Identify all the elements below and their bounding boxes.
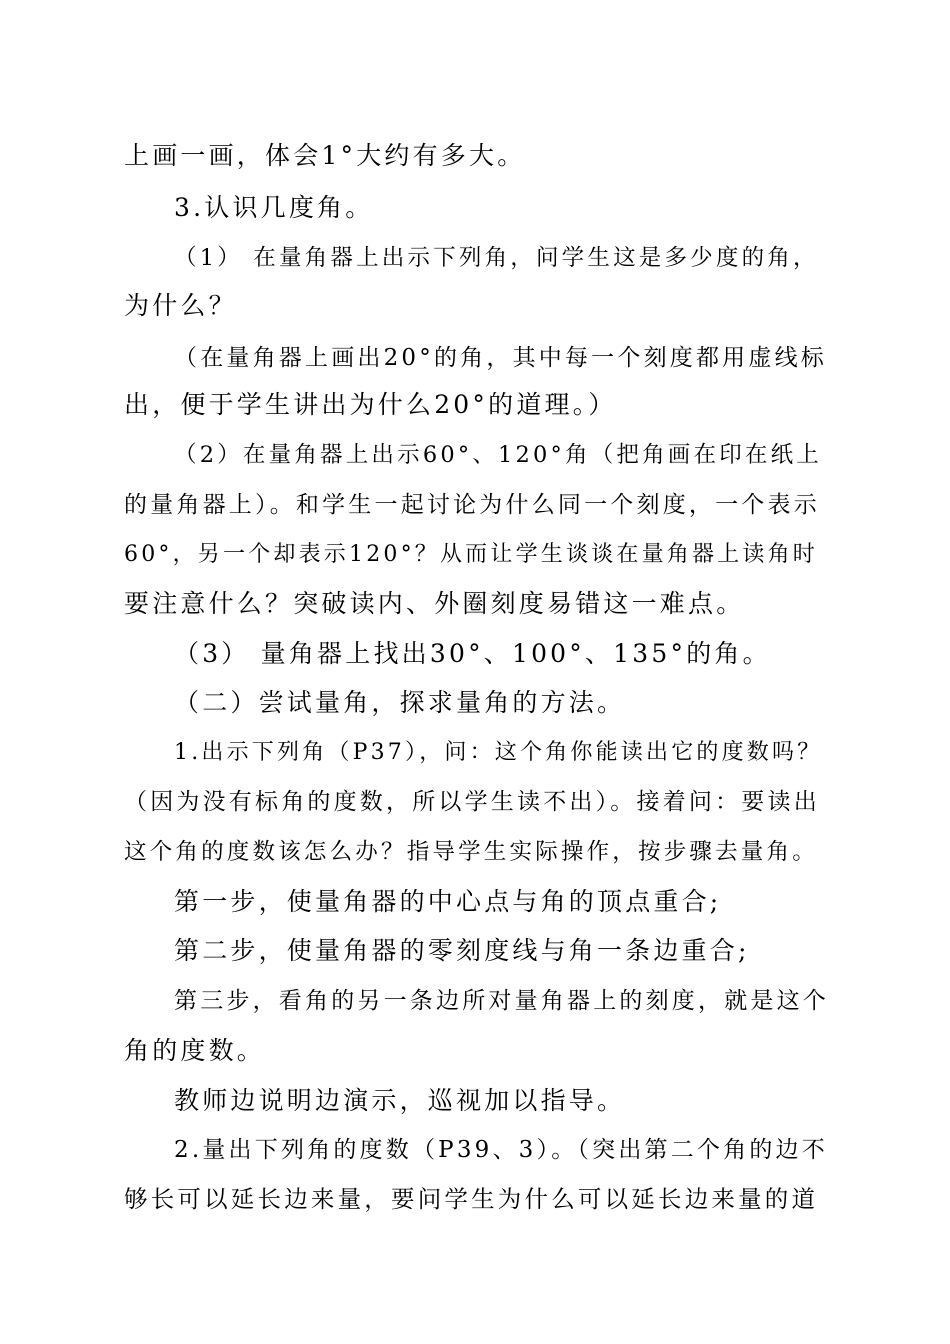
text-line-16: 第一步，使量角器的中心点与角的顶点重合; (174, 887, 722, 916)
text-line-19: 角的度数。 (124, 1036, 266, 1065)
text-line-6: 出，便于学生讲出为什么20°的道理。） (124, 390, 617, 419)
text-line-3: （1） 在量角器上出示下列角，问学生这是多少度的角， (174, 245, 819, 271)
text-line-8: 的量角器上）。和学生一起讨论为什么同一个刻度，一个表示 (124, 492, 820, 518)
text-line-11: （3） 量角器上找出30°、100°、135°的角。 (174, 639, 771, 668)
text-line-5: （在量角器上画出20°的角，其中每一个刻度都用虚线标 (174, 345, 827, 371)
text-line-4: 为什么？ (124, 291, 237, 320)
text-line-20: 教师边说明边演示，巡视加以指导。 (174, 1086, 626, 1115)
text-line-10: 要注意什么？突破读内、外圈刻度易错这一难点。 (124, 589, 745, 618)
text-line-2: 3.认识几度角。 (174, 193, 374, 222)
text-line-7: （2）在量角器上出示60°、120°角（把角画在印在纸上 (174, 442, 822, 468)
text-line-1: 上画一画，体会1°大约有多大。 (124, 141, 526, 170)
text-line-21: 2.量出下列角的度数（P39、3）。（突出第二个角的边不 (174, 1137, 828, 1163)
text-line-12: （二）尝试量角，探求量角的方法。 (174, 688, 626, 717)
text-line-9: 60°，另一个却表示120°？从而让学生谈谈在量角器上读角时 (124, 542, 818, 567)
text-line-22: 够长可以延长边来量，要问学生为什么可以延长边来量的道 (124, 1185, 819, 1213)
text-line-14: （因为没有标角的度数，所以学生读不出）。接着问：要读出 (124, 789, 820, 815)
text-line-17: 第二步，使量角器的零刻度线与角一条边重合; (174, 936, 750, 965)
text-line-13: 1.出示下列角（P37），问：这个角你能读出它的度数吗？ (174, 740, 823, 765)
text-line-18: 第三步，看角的另一条边所对量角器上的刻度，就是这个 (174, 988, 829, 1014)
text-line-15: 这个角的度数该怎么办？指导学生实际操作，按步骤去量角。 (124, 839, 818, 865)
